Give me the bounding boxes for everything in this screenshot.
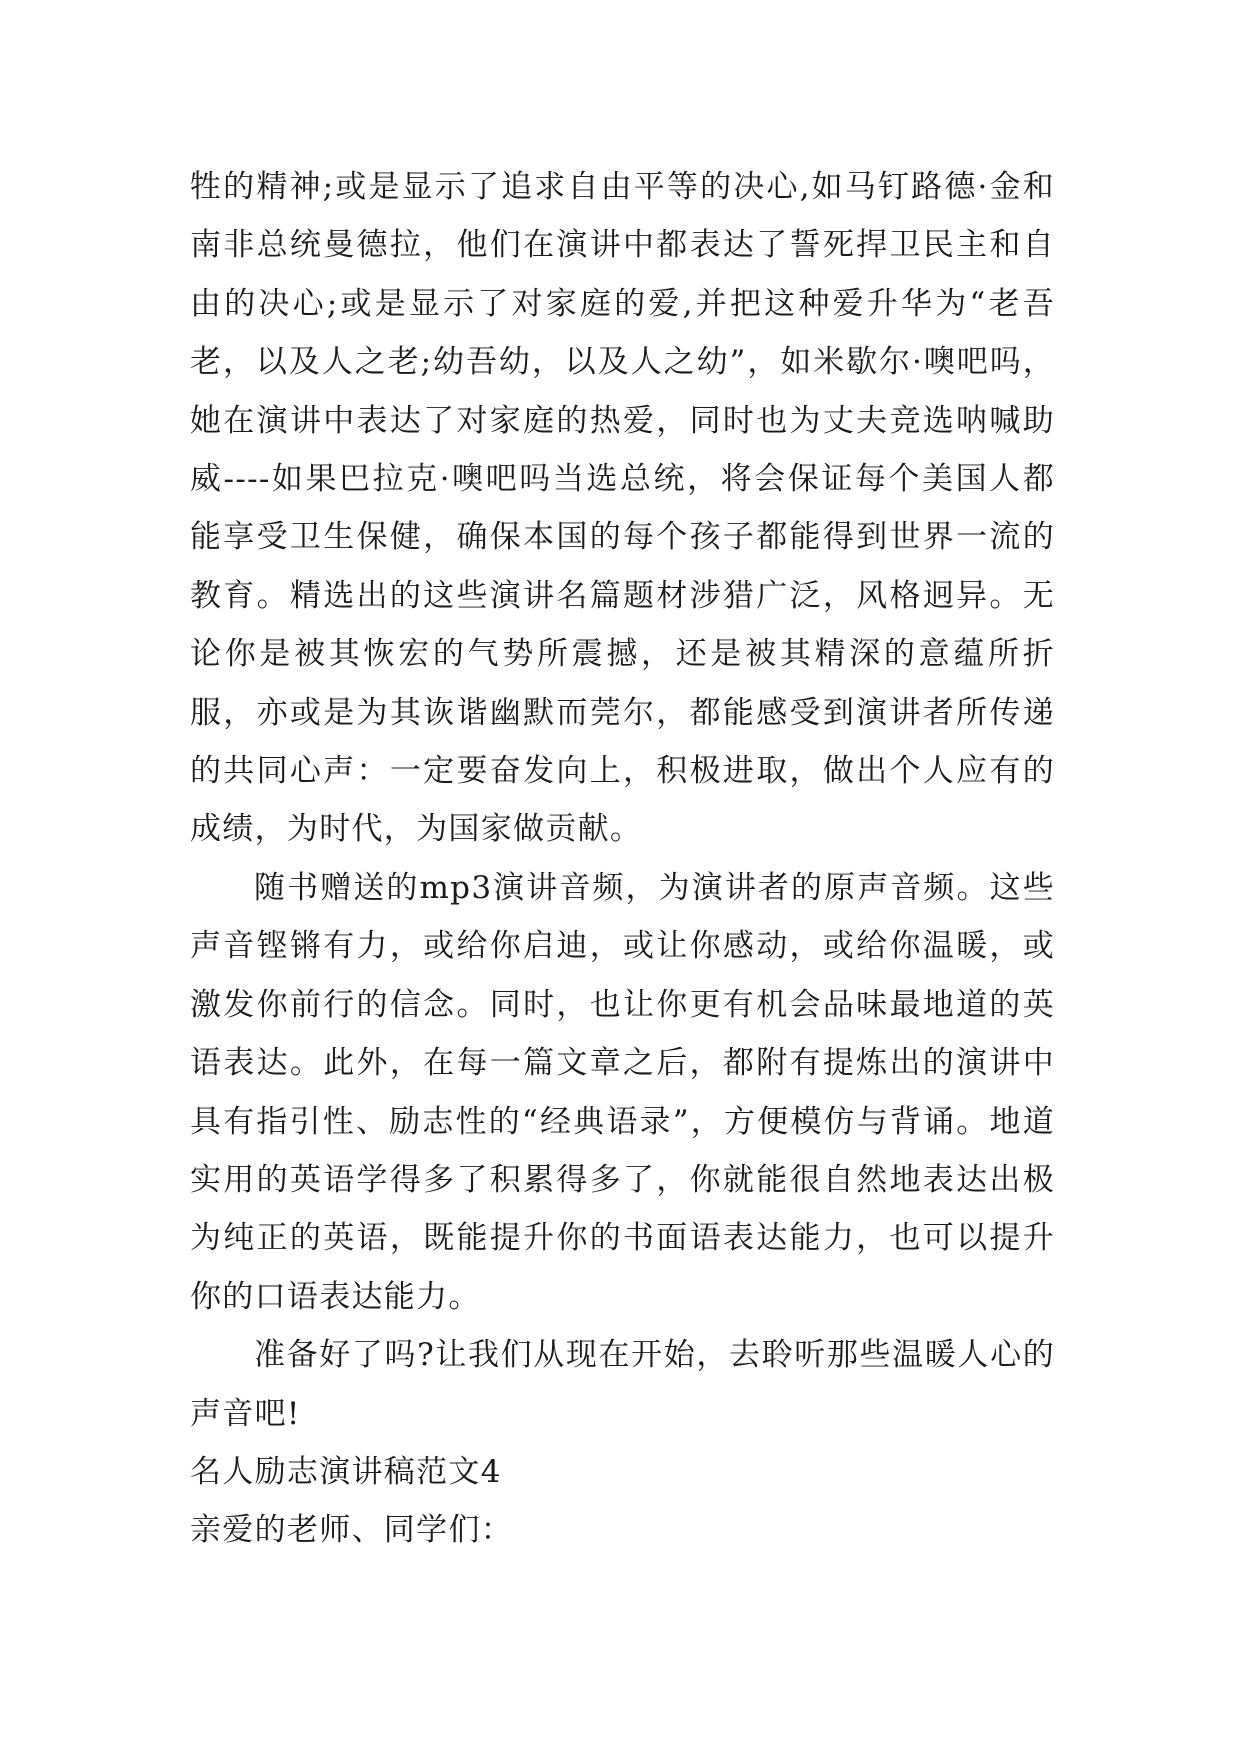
body-paragraph-3: 准备好了吗?让我们从现在开始，去聆听那些温暖人心的声音吧!: [190, 1337, 1055, 1432]
section-heading: 名人励志演讲稿范文4: [190, 1453, 502, 1490]
salutation: 亲爱的老师、同学们：: [190, 1512, 513, 1549]
body-paragraph-1: 牲的精神;或是显示了追求自由平等的决心,如马钉路德·金和南非总统曼德拉，他们在演讲中都表达了誓死捍卫民主和自由的决心;或是显示了对家庭的爱,并把这种爱升华为“老吾老，以及人之老;幼吾幼，以及人之幼”，如米歇尔·噢吧吗，她在演讲中表达了对家庭的热爱，同时也为丈夫竞选呐喊助威----如果巴拉克·噢吧吗当选总统，将会保证每个美国人都能享受卫生保健，确保本国的每个孩子都能得到世界一流的教育。精选出的这些演讲名篇题材涉猎广泛，风格迥异。无论你是被其恢宏的气势所震撼，还是被其精深的意蕴所折服，亦或是为其诙谐幽默而莞尔，都能感受到演讲者所传递的共同心声：一定要奋发向上，积极进取，做出个人应有的成绩，为时代，为国家做贡献。: [190, 169, 1055, 848]
document-body: [190, 158, 1055, 1560]
body-paragraph-2: 随书赠送的mp3演讲音频，为演讲者的原声音频。这些声音铿锵有力，或给你启迪，或让你感动，或给你温暖，或激发你前行的信念。同时，也让你更有机会品味最地道的英语表达。此外，在每一篇文章之后，都附有提炼出的演讲中具有指引性、励志性的“经典语录”，方便模仿与背诵。地道实用的英语学得多了积累得多了，你就能很自然地表达出极为纯正的英语，既能提升你的书面语表达能力，也可以提升你的口语表达能力。: [190, 869, 1055, 1315]
